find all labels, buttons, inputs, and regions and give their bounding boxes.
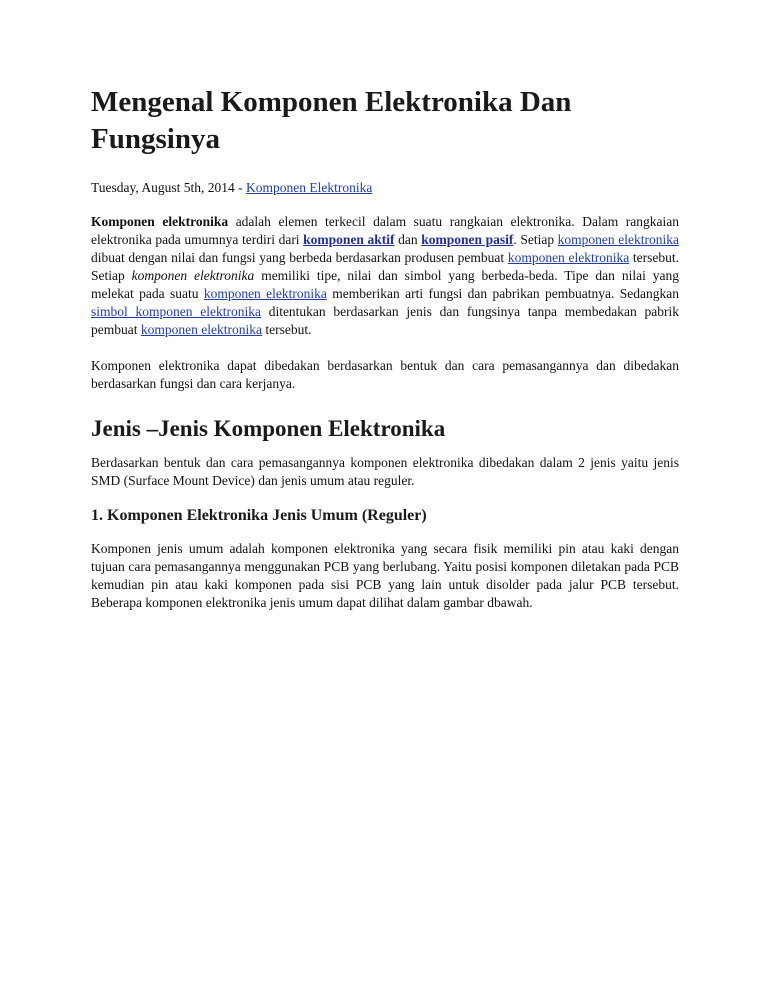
article-title: Mengenal Komponen Elektronika Dan Fungsinya <box>91 86 572 155</box>
italic-komponen-elektronika: komponen elektronika <box>131 268 255 283</box>
term-komponen-elektronika: Komponen elektronika <box>91 214 229 229</box>
article <box>91 84 679 612</box>
link-komponen-pasif[interactable]: komponen pasif <box>421 232 514 247</box>
text-span: . Setiap <box>513 232 558 247</box>
paragraph-jenis: Berdasarkan bentuk dan cara pemasangannya komponen elektronika dibedakan dalam 2 jenis yaitu jenis SMD (Surface Mount Device) dan jenis umum atau reguler. <box>91 455 679 488</box>
paragraph-classification: Komponen elektronika dapat dibedakan berdasarkan bentuk dan cara pemasangannya dan dibedakan berdasarkan fungsi dan cara kerjanya. <box>91 358 679 391</box>
text-span: dan <box>394 232 422 247</box>
post-date: Tuesday, August 5th, 2014 - <box>91 180 247 195</box>
intro-paragraph <box>91 213 679 339</box>
text-span: ditentukan berdasarkan jenis dan fungsinya tanpa membedakan pabrik pembuat <box>91 304 679 337</box>
paragraph-reguler: Komponen jenis umum adalah komponen elektronika yang secara fisik memiliki pin atau kaki dengan tujuan cara pemasangannya menggunakan PCB yang berlubang. Yaitu posisi komponen diletakan pada PCB kemudian pin atau kaki komponen pada sisi PCB yang lain untuk disolder pada jalur PCB tersebut. Beberapa komponen elektronika jenis umum dapat dilihat dalam gambar dbawah. <box>91 541 679 610</box>
category-link[interactable]: Komponen Elektronika <box>246 180 373 195</box>
subsection-heading-reguler: 1. Komponen Elektronika Jenis Umum (Reguler) <box>91 507 427 524</box>
link-simbol-komponen-elektronika[interactable]: simbol komponen elektronika <box>91 304 261 319</box>
text-span: tersebut. Setiap <box>91 250 679 283</box>
link-komponen-elektronika-1[interactable]: komponen elektronika <box>557 232 679 247</box>
link-komponen-elektronika-4[interactable]: komponen elektronika <box>140 322 262 337</box>
article-meta <box>91 179 679 197</box>
section-heading-jenis: Jenis –Jenis Komponen Elektronika <box>91 416 446 441</box>
text-span: memberikan arti fungsi dan pabrikan pembuatnya. Sedangkan <box>326 286 679 301</box>
text-span: memiliki tipe, nilai dan simbol yang berbeda-beda. Tipe dan nilai yang melekat pada suatu <box>91 268 679 301</box>
text-span: tersebut. <box>261 322 312 337</box>
text-span: dibuat dengan nilai dan fungsi yang berbeda berdasarkan produsen pembuat <box>91 250 508 265</box>
link-komponen-elektronika-3[interactable]: komponen elektronika <box>203 286 327 301</box>
text-span: adalah elemen terkecil dalam suatu rangkaian elektronika. Dalam rangkaian elektronika pada umumnya terdiri dari <box>91 214 680 247</box>
link-komponen-aktif[interactable]: komponen aktif <box>303 232 395 247</box>
link-komponen-elektronika-2[interactable]: komponen elektronika <box>507 250 630 265</box>
